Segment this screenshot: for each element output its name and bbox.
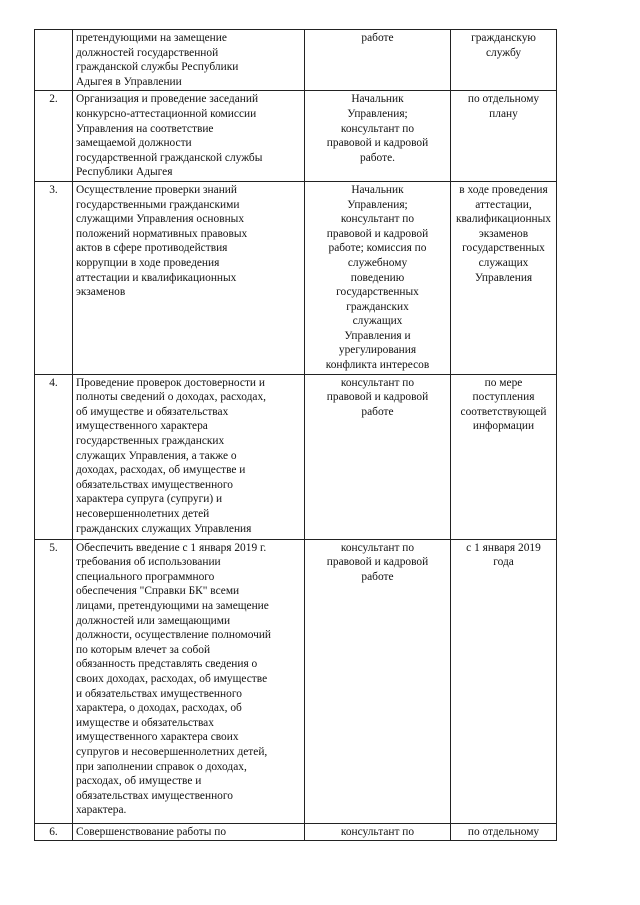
- cell-line: консультант по: [340, 122, 415, 135]
- cell-line: Начальник: [351, 93, 404, 106]
- table-row: [35, 30, 557, 91]
- cell-line: гражданскую: [471, 32, 536, 44]
- row-number: 3.: [35, 181, 73, 374]
- cell-line: несовершеннолетних детей: [76, 508, 210, 520]
- cell-line: Организация и проведение заседаний: [76, 93, 259, 106]
- cell-line: государственных: [462, 242, 545, 255]
- cell-line: полноты сведений о доходах, расходах,: [76, 391, 267, 404]
- cell-line: в ходе проведения: [459, 183, 548, 196]
- cell-line: правовой и кадровой: [326, 227, 429, 240]
- cell-line: имущественного характера своих: [76, 731, 239, 744]
- cell-line: служащих: [478, 256, 529, 269]
- cell-line: Управления и: [344, 329, 411, 342]
- cell-line: правовой и кадровой: [326, 556, 429, 569]
- cell-line: служебному: [347, 256, 408, 269]
- cell-line: должности, осуществление полномочий: [76, 629, 272, 642]
- measure-text: [73, 823, 305, 841]
- cell-line: по отдельному: [467, 825, 540, 838]
- cell-line: Управления: [474, 271, 533, 284]
- cell-line: экзаменов: [478, 227, 529, 240]
- responsible-text: [305, 91, 451, 182]
- cell-line: служащими Управления основных: [76, 213, 245, 226]
- cell-line: претендующими на замещение: [76, 32, 227, 44]
- responsible-text: [305, 30, 451, 91]
- cell-line: Обеспечить введение с 1 января 2019 г.: [76, 541, 267, 554]
- cell-line: обязательствах имущественного: [76, 789, 233, 802]
- cell-line: работе: [361, 32, 394, 44]
- cell-line: информации: [472, 420, 535, 433]
- cell-line: характера.: [76, 804, 127, 817]
- cell-line: консультант по: [340, 376, 415, 389]
- measures-table: [34, 29, 557, 841]
- cell-line: доходах, расходах, об имуществе и: [76, 464, 246, 477]
- cell-line: должностей государственной: [76, 46, 219, 59]
- cell-line: гражданской службы Республики: [76, 61, 239, 74]
- cell-line: супругов и несовершеннолетних детей,: [76, 745, 268, 758]
- cell-line: коррупции в ходе проведения: [76, 256, 220, 269]
- responsible-text: [305, 374, 451, 539]
- row-number: 4.: [35, 374, 73, 539]
- row-number: 5.: [35, 539, 73, 823]
- cell-line: по мере: [484, 376, 523, 389]
- measure-text: [73, 181, 305, 374]
- cell-line: служащих: [352, 315, 403, 328]
- cell-line: поведению: [350, 271, 405, 284]
- cell-line: расходах, об имуществе и: [76, 775, 202, 788]
- term-text: [451, 539, 557, 823]
- cell-line: Управления;: [347, 198, 408, 211]
- responsible-text: [305, 823, 451, 841]
- cell-line: аттестации,: [475, 198, 532, 211]
- cell-line: Совершенствование работы по: [76, 825, 227, 838]
- term-text: [451, 823, 557, 841]
- cell-line: гражданских: [346, 300, 409, 313]
- cell-line: с 1 января 2019: [466, 541, 541, 554]
- cell-line: Осуществление проверки знаний: [76, 183, 237, 196]
- cell-line: работе; комиссия по: [328, 242, 427, 255]
- measure-text: [73, 539, 305, 823]
- cell-line: обязательствах имущественного: [76, 478, 233, 491]
- cell-line: требования об использовании: [76, 556, 221, 569]
- cell-line: квалификационных: [455, 213, 552, 226]
- cell-line: служащих Управления, а также о: [76, 449, 237, 462]
- cell-line: государственной гражданской службы: [76, 151, 263, 164]
- term-text: [451, 374, 557, 539]
- cell-line: имуществе и обязательствах: [76, 716, 214, 729]
- cell-line: обязанность представлять сведения о: [76, 658, 258, 671]
- cell-line: работе.: [360, 151, 395, 164]
- cell-line: службу: [485, 46, 522, 59]
- cell-line: характера, о доходах, расходах, об: [76, 702, 242, 715]
- measure-text: [73, 30, 305, 91]
- cell-line: специального программного: [76, 570, 215, 583]
- table-row: [35, 539, 557, 823]
- cell-line: государственных гражданских: [76, 435, 225, 448]
- cell-line: правовой и кадровой: [326, 137, 429, 150]
- cell-line: плану: [489, 107, 518, 120]
- term-text: [451, 181, 557, 374]
- row-number: [35, 30, 73, 91]
- cell-line: положений нормативных правовых: [76, 227, 248, 240]
- cell-line: Управления на соответствие: [76, 122, 214, 135]
- cell-line: государственных: [336, 286, 419, 299]
- cell-line: при заполнении справок о доходах,: [76, 760, 247, 773]
- cell-line: Адыгея в Управлении: [76, 75, 182, 88]
- measure-text: [73, 374, 305, 539]
- cell-line: своих доходах, расходах, об имуществе: [76, 673, 268, 685]
- cell-line: поступления: [472, 391, 535, 404]
- cell-line: Проведение проверок достоверности и: [76, 376, 265, 389]
- table-row: [35, 374, 557, 539]
- responsible-text: [305, 539, 451, 823]
- row-number: 2.: [35, 91, 73, 182]
- cell-line: об имуществе и обязательствах: [76, 405, 229, 418]
- cell-line: и обязательствах имущественного: [76, 687, 242, 700]
- cell-line: консультант по: [340, 541, 415, 554]
- cell-line: характера супруга (супруги) и: [76, 493, 223, 506]
- cell-line: гражданских служащих Управления: [76, 522, 252, 535]
- cell-line: соответствующей: [460, 405, 547, 418]
- table-row: [35, 91, 557, 182]
- cell-line: работе: [361, 405, 394, 418]
- cell-line: имущественного характера: [76, 420, 208, 433]
- cell-line: работе: [361, 570, 394, 583]
- cell-line: Управления;: [347, 107, 408, 120]
- cell-line: консультант по: [340, 213, 415, 226]
- cell-line: урегулирования: [338, 344, 417, 357]
- cell-line: конкурсно-аттестационной комиссии: [76, 107, 257, 120]
- row-number: 6.: [35, 823, 73, 841]
- cell-line: замещаемой должности: [76, 137, 192, 150]
- cell-line: консультант по: [340, 825, 415, 838]
- cell-line: должностей или замещающими: [76, 614, 231, 627]
- term-text: [451, 91, 557, 182]
- cell-line: аттестации и квалификационных: [76, 271, 237, 284]
- table-row: [35, 823, 557, 841]
- measure-text: [73, 91, 305, 182]
- cell-line: по отдельному: [467, 93, 540, 106]
- table-row: [35, 181, 557, 374]
- cell-line: Республики Адыгея: [76, 166, 173, 179]
- cell-line: правовой и кадровой: [326, 391, 429, 404]
- cell-line: обеспечения "Справки БК" всеми: [76, 585, 240, 598]
- cell-line: государственными гражданскими: [76, 198, 240, 211]
- term-text: [451, 30, 557, 91]
- cell-line: конфликта интересов: [325, 359, 430, 372]
- responsible-text: [305, 181, 451, 374]
- cell-line: года: [493, 556, 514, 569]
- cell-line: лицами, претендующими на замещение: [76, 600, 269, 613]
- cell-line: по которым влечет за собой: [76, 643, 211, 656]
- measures-table-body: [35, 30, 557, 841]
- cell-line: Начальник: [351, 183, 404, 196]
- cell-line: актов в сфере противодействия: [76, 242, 228, 255]
- cell-line: экзаменов: [76, 286, 126, 299]
